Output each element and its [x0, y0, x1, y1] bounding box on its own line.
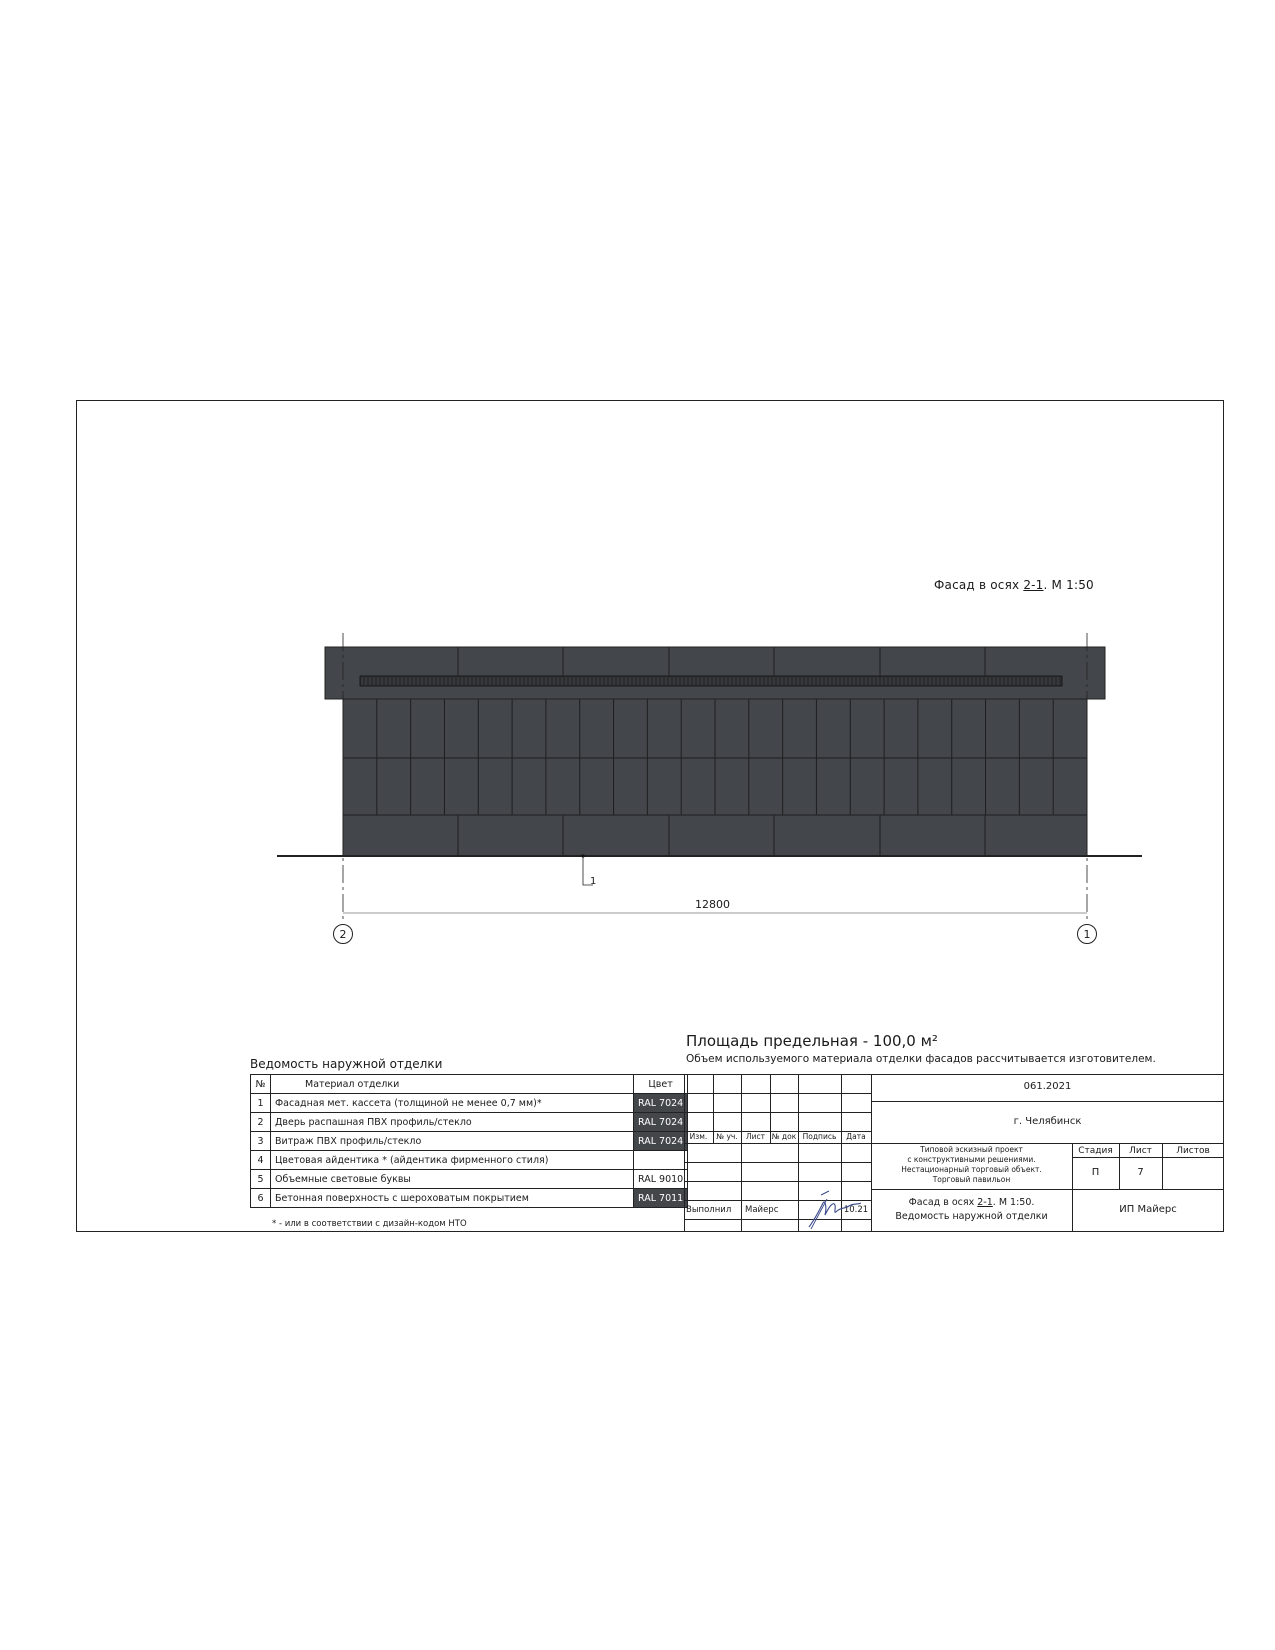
project-description: [871, 1145, 1072, 1185]
drawing-title: Фасад в осях 2-1. М 1:50: [934, 578, 1094, 592]
sheets-label: Листов: [1176, 1146, 1210, 1156]
area-limit-title: Площадь предельная - 100,0 м²: [686, 1032, 938, 1050]
row-no: 3: [251, 1132, 271, 1151]
col-ndok: № док: [771, 1132, 797, 1141]
row-material: Фасадная мет. кассета (толщиной не менее 0,7 мм)*: [271, 1094, 634, 1113]
facade-parapet: [325, 647, 1105, 699]
row-no: 4: [251, 1151, 271, 1170]
table-row: [251, 1151, 688, 1170]
table-row: [251, 1170, 688, 1189]
sheet-title-line2: Ведомость наружной отделки: [895, 1211, 1048, 1222]
stage-value: П: [1091, 1167, 1100, 1178]
project-line: Торговый павильон: [932, 1175, 1011, 1184]
row-no: 6: [251, 1189, 271, 1208]
dimension-value: 12800: [695, 898, 730, 911]
sheet-title: [871, 1196, 1072, 1224]
col-podpis: Подпись: [802, 1132, 837, 1141]
row-no: 5: [251, 1170, 271, 1189]
row-no: 2: [251, 1113, 271, 1132]
axis-marker-left: 2: [333, 924, 353, 944]
sheet-title-line1: Фасад в осях 2-1. М 1:50.: [908, 1197, 1035, 1208]
project-line: с конструктивными решениями.: [907, 1155, 1036, 1164]
row-color: RAL 9010: [634, 1170, 688, 1189]
stage-label: Стадия: [1078, 1146, 1113, 1156]
table-row: [251, 1189, 688, 1208]
callout-number: 1: [590, 876, 597, 887]
row-material: Бетонная поверхность с шероховатым покрытием: [271, 1189, 634, 1208]
finish-schedule-table: [250, 1074, 688, 1208]
project-line: Нестационарный торговый объект.: [901, 1165, 1042, 1174]
city: г. Челябинск: [1013, 1116, 1082, 1127]
row-material: Цветовая айдентика * (айдентика фирменного стиля): [271, 1151, 634, 1170]
schedule-footnote: * - или в соответствии с дизайн-кодом НТО: [272, 1219, 467, 1229]
row-material: Объемные световые буквы: [271, 1170, 634, 1189]
table-row: [251, 1094, 688, 1113]
axis-marker-right: 1: [1077, 924, 1097, 944]
row-material: Витраж ПВХ профиль/стекло: [271, 1132, 634, 1151]
col-data: Дата: [846, 1132, 866, 1141]
row-no: 1: [251, 1094, 271, 1113]
signature-image: [805, 1189, 865, 1231]
schedule-title: Ведомость наружной отделки: [250, 1057, 443, 1071]
signage-rail: [360, 676, 1062, 686]
table-row: [251, 1132, 688, 1151]
row-color-swatch: RAL 7024: [634, 1132, 688, 1151]
row-color-swatch: RAL 7024: [634, 1094, 688, 1113]
done-date: 10.21: [843, 1205, 869, 1215]
header-material: Материал отделки: [271, 1075, 634, 1094]
col-izm: Изм.: [689, 1132, 708, 1141]
sheet-value: 7: [1137, 1167, 1144, 1178]
schedule-header-row: [251, 1075, 688, 1094]
row-color-swatch: RAL 7011: [634, 1189, 688, 1208]
row-material: Дверь распашная ПВХ профиль/стекло: [271, 1113, 634, 1132]
area-note: Объем используемого материала отделки фасадов рассчитывается изготовителем.: [686, 1053, 1156, 1065]
organization: ИП Майерс: [1119, 1204, 1177, 1215]
header-no: №: [251, 1075, 271, 1094]
done-name: Майерс: [745, 1205, 779, 1215]
table-row: [251, 1113, 688, 1132]
project-code: 061.2021: [1023, 1081, 1072, 1092]
project-line: Типовой эскизный проект: [920, 1145, 1023, 1154]
row-color: [634, 1151, 688, 1170]
col-nuch: № уч.: [716, 1132, 738, 1141]
done-label: Выполнил: [686, 1205, 732, 1215]
col-list: Лист: [745, 1132, 765, 1141]
header-color: Цвет: [634, 1075, 688, 1094]
row-color-swatch: RAL 7024: [634, 1113, 688, 1132]
sheet-label: Лист: [1129, 1146, 1152, 1156]
